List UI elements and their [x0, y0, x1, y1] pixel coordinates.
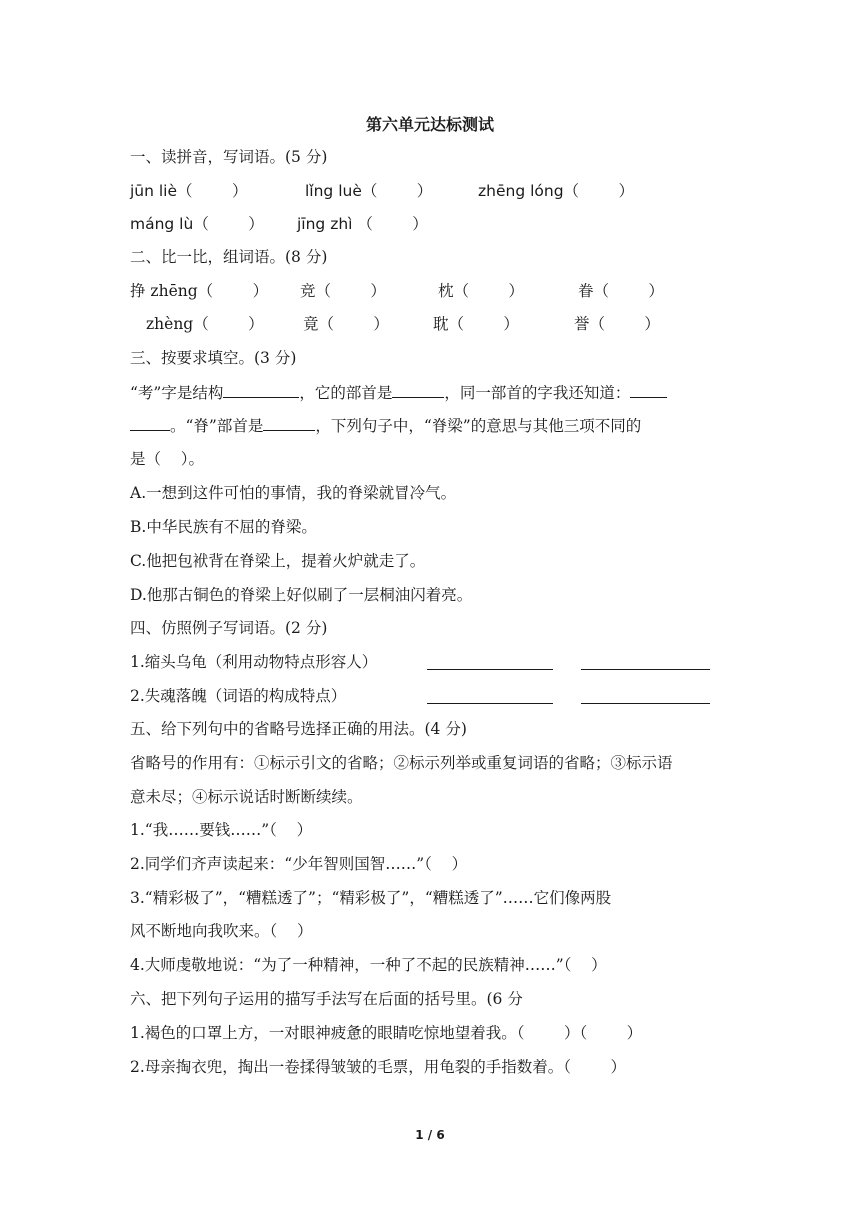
section-4-heading: 四、仿照例子写词语。(2 分) [130, 619, 328, 637]
pinyin-item: lǐng luè（ ） [305, 182, 433, 200]
pinyin-item: zhēng lóng（ ） [478, 182, 634, 200]
ellipsis-item: 1.“我……要钱……”（ ） [130, 821, 313, 839]
description-item: 2.母亲掏衣兜，掏出一卷揉得皱皱的毛票，用龟裂的手指数着。（ ） [130, 1058, 626, 1076]
ellipsis-intro: 省略号的作用有：①标示引文的省略；②标示列举或重复词语的省略；③标示语 [130, 754, 673, 772]
ellipsis-item: 4.大师虔敬地说：“为了一种精神，一种了不起的民族精神……”（ ） [130, 956, 607, 974]
section-6-heading: 六、把下列句子运用的描写手法写在后面的括号里。(6 分 [130, 990, 523, 1008]
section-5-heading: 五、给下列句中的省略号选择正确的用法。(4 分) [130, 720, 467, 738]
section-3-heading: 三、按要求填空。(3 分) [130, 349, 297, 367]
option-a: A.一想到这件可怕的事情，我的脊梁就冒冷气。 [130, 484, 457, 502]
compare-item: zhèng（ ） [146, 315, 264, 333]
option-b: B.中华民族有不屈的脊梁。 [130, 518, 317, 536]
compare-item: 竟（ ） [303, 315, 389, 333]
fill-text: ，它的部首是 [299, 384, 393, 402]
pinyin-item: jūn liè（ ） [130, 182, 248, 200]
fill-text: “考”字是结构 [130, 384, 224, 402]
page-title: 第六单元达标测试 [365, 115, 494, 134]
answer-blank[interactable] [263, 414, 315, 431]
imitate-item: 1.缩头乌龟（利用动物特点形容人） [130, 653, 378, 671]
ellipsis-intro: 意未尽；④标示说话时断断续续。 [130, 788, 363, 806]
compare-item: 誉（ ） [574, 315, 660, 333]
fill-text: ，同一部首的字我还知道： [444, 384, 631, 402]
answer-blank[interactable] [392, 381, 444, 398]
answer-blank[interactable] [630, 381, 667, 398]
fill-line [130, 381, 667, 404]
answer-line[interactable] [581, 669, 710, 670]
description-item: 1.褐色的口罩上方，一对眼神疲惫的眼睛吃惊地望着我。（ ）（ ） [130, 1024, 643, 1042]
pinyin-item: jīng zhì （ ） [297, 215, 428, 233]
ellipsis-item: 风不断地向我吹来。（ ） [130, 922, 313, 940]
option-d: D.他那古铜色的脊梁上好似刷了一层桐油闪着亮。 [130, 586, 473, 604]
option-c: C.他把包袱背在脊梁上，提着火炉就走了。 [130, 552, 426, 570]
fill-text: 。“脊”部首是 [170, 417, 264, 435]
ellipsis-item: 2.同学们齐声读起来：“少年智则国智……”（ ） [130, 855, 468, 873]
fill-line [130, 414, 641, 437]
section-1-heading: 一、读拼音，写词语。(5 分) [130, 148, 328, 166]
answer-line[interactable] [427, 669, 553, 670]
ellipsis-item: 3.“精彩极了”，“糟糕透了”；“精彩极了”，“糟糕透了”……它们像两股 [130, 889, 612, 907]
pinyin-item: máng lù（ ） [130, 215, 264, 233]
answer-line[interactable] [581, 703, 710, 704]
answer-line[interactable] [427, 703, 553, 704]
compare-item: 眷（ ） [578, 282, 664, 300]
compare-item: 枕（ ） [438, 282, 524, 300]
imitate-item: 2.失魂落魄（词语的构成特点） [130, 687, 347, 705]
answer-blank[interactable] [130, 414, 170, 431]
compare-item: 耽（ ） [433, 315, 519, 333]
page-number: 1 / 6 [415, 1128, 445, 1142]
answer-blank[interactable] [223, 381, 299, 398]
compare-item: 竞（ ） [300, 282, 386, 300]
fill-line: 是（ ）。 [130, 450, 204, 468]
compare-item: 挣 zhēng（ ） [130, 282, 269, 300]
section-2-heading: 二、比一比，组词语。(8 分) [130, 248, 328, 266]
fill-text: ，下列句子中，“脊梁”的意思与其他三项不同的 [315, 417, 642, 435]
